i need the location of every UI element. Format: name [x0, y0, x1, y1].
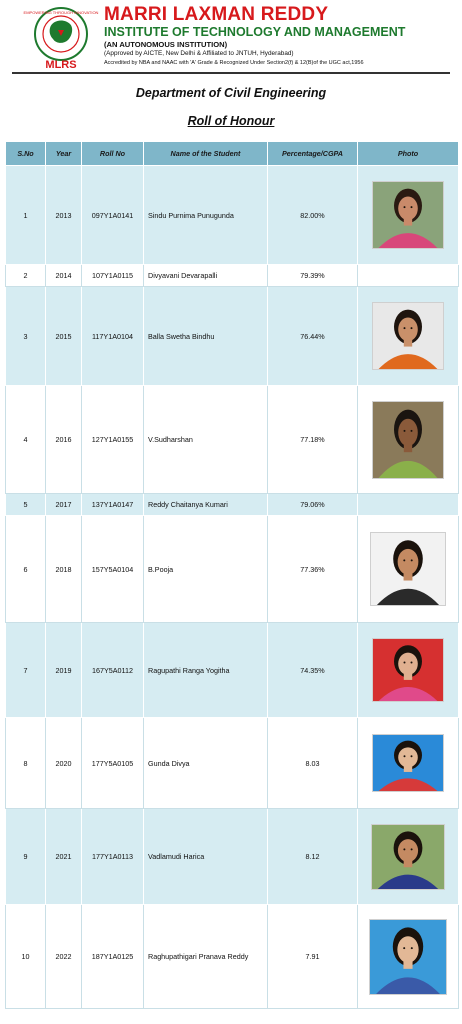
student-photo	[372, 181, 444, 249]
cell-sno: 1	[6, 166, 46, 265]
student-photo	[372, 734, 444, 792]
student-photo	[372, 638, 444, 702]
cell-photo	[358, 809, 459, 905]
cell-percentage: 77.18%	[268, 386, 358, 494]
table-row	[6, 623, 459, 718]
cell-photo	[358, 516, 459, 623]
cell-sno: 6	[6, 516, 46, 623]
cell-year: 2019	[46, 623, 82, 718]
cell-percentage: 79.06%	[268, 494, 358, 516]
cell-sno: 4	[6, 386, 46, 494]
cell-sno: 10	[6, 905, 46, 1009]
header-sno: S.No	[6, 142, 46, 166]
institution-approval: (Approved by AICTE, New Delhi & Affiliated to JNTUH, Hyderabad)	[104, 50, 294, 57]
table-row	[6, 287, 459, 386]
student-photo	[372, 302, 444, 370]
table-row	[6, 386, 459, 494]
header-divider	[12, 72, 450, 74]
student-photo	[370, 532, 446, 606]
cell-percentage: 82.00%	[268, 166, 358, 265]
cell-photo	[358, 287, 459, 386]
header-photo: Photo	[358, 142, 459, 166]
department-title: Department of Civil Engineering	[135, 86, 327, 100]
cell-year: 2014	[46, 265, 82, 287]
table-row	[6, 718, 459, 809]
cell-percentage: 79.39%	[268, 265, 358, 287]
header-roll-no: Roll No	[82, 142, 144, 166]
cell-year: 2018	[46, 516, 82, 623]
institution-accreditation: Accredited by NBA and NAAC with 'A' Grade & Recognized Under Section2(f) & 12(B)of the UGC act,1956	[104, 60, 364, 66]
cell-photo	[358, 494, 459, 516]
student-photo	[372, 401, 444, 479]
cell-student-name: Ragupathi Ranga Yogitha	[144, 623, 268, 718]
cell-student-name: Sindu Purnima Punugunda	[144, 166, 268, 265]
cell-percentage: 8.12	[268, 809, 358, 905]
cell-roll-no: 157Y5A0104	[82, 516, 144, 623]
cell-percentage: 8.03	[268, 718, 358, 809]
cell-year: 2021	[46, 809, 82, 905]
cell-student-name: B.Pooja	[144, 516, 268, 623]
table-header-row	[6, 142, 459, 166]
cell-sno: 7	[6, 623, 46, 718]
logo-ring-text: EMPOWERING THROUGH INNOVATION	[23, 10, 99, 15]
header-percentage: Percentage/CGPA	[268, 142, 358, 166]
cell-photo	[358, 265, 459, 287]
cell-year: 2020	[46, 718, 82, 809]
cell-roll-no: 187Y1A0125	[82, 905, 144, 1009]
cell-year: 2022	[46, 905, 82, 1009]
institution-logo	[22, 6, 100, 70]
institution-name-line2: INSTITUTE OF TECHNOLOGY AND MANAGEMENT	[104, 25, 406, 39]
cell-sno: 8	[6, 718, 46, 809]
table-row	[6, 166, 459, 265]
logo-text: MLRS	[45, 59, 77, 70]
cell-roll-no: 107Y1A0115	[82, 265, 144, 287]
institution-name-line1: MARRI LAXMAN REDDY	[104, 4, 329, 25]
cell-student-name: V.Sudharshan	[144, 386, 268, 494]
cell-percentage: 77.36%	[268, 516, 358, 623]
cell-photo	[358, 166, 459, 265]
cell-roll-no: 177Y1A0113	[82, 809, 144, 905]
cell-photo	[358, 386, 459, 494]
header-student-name: Name of the Student	[144, 142, 268, 166]
roll-of-honour-table	[5, 141, 459, 1009]
cell-year: 2016	[46, 386, 82, 494]
table-row	[6, 809, 459, 905]
cell-photo	[358, 718, 459, 809]
cell-sno: 2	[6, 265, 46, 287]
table-row	[6, 516, 459, 623]
cell-student-name: Divyavani Devarapalli	[144, 265, 268, 287]
cell-sno: 5	[6, 494, 46, 516]
cell-year: 2013	[46, 166, 82, 265]
cell-percentage: 76.44%	[268, 287, 358, 386]
institution-header	[0, 0, 462, 78]
cell-roll-no: 097Y1A0141	[82, 166, 144, 265]
cell-sno: 9	[6, 809, 46, 905]
cell-year: 2015	[46, 287, 82, 386]
cell-student-name: Vadlamudi Harica	[144, 809, 268, 905]
cell-roll-no: 177Y5A0105	[82, 718, 144, 809]
table-row	[6, 265, 459, 287]
cell-student-name: Raghupathigari Pranava Reddy	[144, 905, 268, 1009]
table-row	[6, 494, 459, 516]
cell-roll-no: 117Y1A0104	[82, 287, 144, 386]
cell-roll-no: 167Y5A0112	[82, 623, 144, 718]
table-row	[6, 905, 459, 1009]
page-title: Roll of Honour	[187, 114, 275, 128]
cell-student-name: Gunda Divya	[144, 718, 268, 809]
institution-status: (AN AUTONOMOUS INSTITUTION)	[104, 40, 228, 49]
cell-roll-no: 127Y1A0155	[82, 386, 144, 494]
cell-year: 2017	[46, 494, 82, 516]
cell-percentage: 7.91	[268, 905, 358, 1009]
cell-student-name: Reddy Chaitanya Kumari	[144, 494, 268, 516]
cell-photo	[358, 905, 459, 1009]
cell-photo	[358, 623, 459, 718]
header-year: Year	[46, 142, 82, 166]
student-photo	[371, 824, 445, 890]
cell-roll-no: 137Y1A0147	[82, 494, 144, 516]
student-photo	[369, 919, 447, 995]
cell-sno: 3	[6, 287, 46, 386]
cell-percentage: 74.35%	[268, 623, 358, 718]
cell-student-name: Balla Swetha Bindhu	[144, 287, 268, 386]
